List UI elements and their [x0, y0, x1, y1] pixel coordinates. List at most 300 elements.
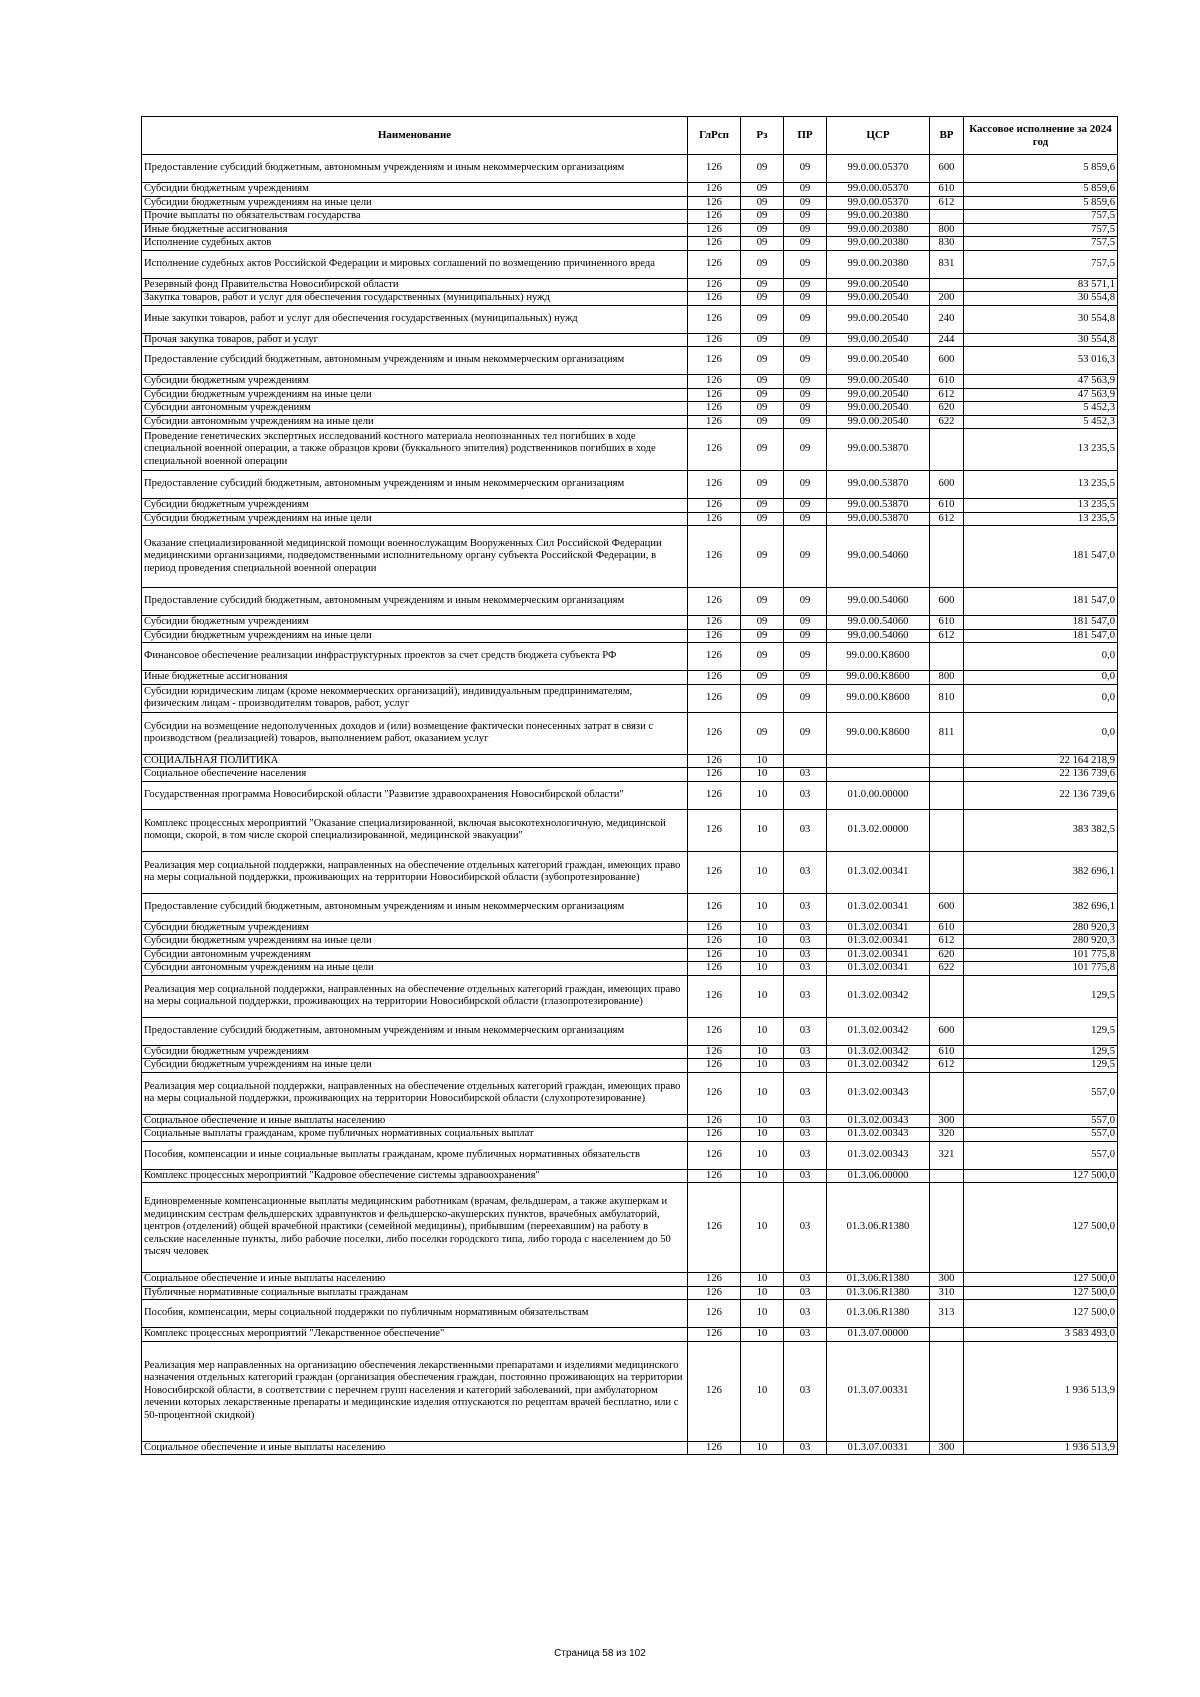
cell-name: Субсидии бюджетным учреждениям [142, 616, 688, 630]
cell-rz: 09 [741, 616, 784, 630]
cell-glrsp: 126 [688, 526, 741, 588]
cell-rz: 09 [741, 278, 784, 292]
table-row [142, 375, 1118, 389]
cell-name: Субсидии бюджетным учреждениям [142, 375, 688, 389]
table-row [142, 588, 1118, 616]
cell-csr: 99.0.00.20380 [827, 250, 930, 278]
cell-name: Социальное обеспечение и иные выплаты населению [142, 1273, 688, 1287]
cell-csr: 01.3.02.00341 [827, 893, 930, 921]
cell-csr: 99.0.00.20540 [827, 375, 930, 389]
cell-amount: 757,5 [964, 237, 1118, 251]
cell-csr: 01.3.02.00343 [827, 1072, 930, 1114]
cell-pr: 09 [784, 237, 827, 251]
cell-amount: 557,0 [964, 1141, 1118, 1169]
cell-csr: 01.3.02.00341 [827, 948, 930, 962]
cell-pr: 09 [784, 526, 827, 588]
cell-pr: 03 [784, 893, 827, 921]
cell-vr [930, 210, 964, 224]
cell-pr: 03 [784, 1128, 827, 1142]
cell-name: Реализация мер социальной поддержки, направленных на обеспечение отдельных категорий граждан, имеющих право на меры социальной поддержки, проживающих на территории Новосибирской области (слухопротезирование) [142, 1072, 688, 1114]
cell-csr: 99.0.00.54060 [827, 629, 930, 643]
cell-amount: 1 936 513,9 [964, 1441, 1118, 1455]
cell-amount: 5 452,3 [964, 402, 1118, 416]
table-row [142, 1300, 1118, 1328]
cell-glrsp: 126 [688, 768, 741, 782]
cell-rz: 10 [741, 921, 784, 935]
cell-glrsp: 126 [688, 948, 741, 962]
cell-glrsp: 126 [688, 893, 741, 921]
cell-name: Предоставление субсидий бюджетным, автономным учреждениям и иным некоммерческим организациям [142, 893, 688, 921]
cell-pr: 03 [784, 1045, 827, 1059]
cell-vr [930, 1072, 964, 1114]
cell-amount: 557,0 [964, 1072, 1118, 1114]
cell-rz: 09 [741, 512, 784, 526]
cell-rz: 09 [741, 375, 784, 389]
cell-vr: 620 [930, 402, 964, 416]
table-row [142, 278, 1118, 292]
cell-pr: 03 [784, 1286, 827, 1300]
cell-rz: 10 [741, 893, 784, 921]
cell-pr: 03 [784, 809, 827, 851]
cell-vr: 600 [930, 893, 964, 921]
cell-name: Пособия, компенсации, меры социальной поддержки по публичным нормативным обязательствам [142, 1300, 688, 1328]
cell-glrsp: 126 [688, 278, 741, 292]
cell-rz: 10 [741, 1169, 784, 1183]
cell-name: Социальное обеспечение и иные выплаты населению [142, 1441, 688, 1455]
cell-csr: 01.3.02.00341 [827, 935, 930, 949]
cell-csr: 99.0.00.05370 [827, 196, 930, 210]
cell-vr [930, 975, 964, 1017]
cell-name: Комплекс процессных мероприятий "Оказание специализированной, включая высокотехнологичную, медицинской помощи, скорой, в том числе скорой специализированной, медицинской эвакуации" [142, 809, 688, 851]
cell-amount: 181 547,0 [964, 616, 1118, 630]
cell-csr: 99.0.00.53870 [827, 512, 930, 526]
cell-glrsp: 126 [688, 292, 741, 306]
cell-vr: 600 [930, 155, 964, 183]
table-row [142, 1072, 1118, 1114]
table-row [142, 196, 1118, 210]
cell-pr: 03 [784, 781, 827, 809]
cell-csr: 99.0.00.K8600 [827, 712, 930, 754]
cell-pr: 09 [784, 429, 827, 471]
cell-rz: 10 [741, 1273, 784, 1287]
page-number: Страница 58 из 102 [554, 1648, 646, 1659]
cell-vr [930, 643, 964, 671]
cell-amount: 13 235,5 [964, 499, 1118, 513]
cell-pr: 09 [784, 499, 827, 513]
cell-amount: 127 500,0 [964, 1286, 1118, 1300]
table-row [142, 975, 1118, 1017]
cell-amount: 127 500,0 [964, 1273, 1118, 1287]
table-row [142, 1059, 1118, 1073]
cell-rz: 09 [741, 588, 784, 616]
cell-glrsp: 126 [688, 1300, 741, 1328]
table-row [142, 921, 1118, 935]
table-row [142, 643, 1118, 671]
cell-csr: 99.0.00.20380 [827, 223, 930, 237]
cell-pr: 09 [784, 471, 827, 499]
cell-name: Реализация мер направленных на организацию обеспечения лекарственными препаратами и изделиями медицинского назначения отдельных категорий граждан (организация обеспечения граждан, постоянно проживающих на территории Новосибирской области, в соответствии с перечнем групп населения и категорий заболеваний, при амбулаторном лечении которых лекарственные препараты и медицинские изделия отпускаются по рецептам врачей бесплатно, или с 50-процентной скидкой) [142, 1341, 688, 1441]
table-row [142, 333, 1118, 347]
cell-csr: 99.0.00.53870 [827, 471, 930, 499]
table-row [142, 250, 1118, 278]
cell-amount: 127 500,0 [964, 1183, 1118, 1273]
cell-vr: 610 [930, 921, 964, 935]
cell-csr: 99.0.00.54060 [827, 588, 930, 616]
table-row [142, 712, 1118, 754]
cell-pr: 09 [784, 375, 827, 389]
cell-csr: 99.0.00.20540 [827, 333, 930, 347]
cell-csr: 01.3.02.00343 [827, 1114, 930, 1128]
cell-pr: 03 [784, 975, 827, 1017]
cell-amount: 53 016,3 [964, 347, 1118, 375]
cell-rz: 09 [741, 526, 784, 588]
cell-csr: 01.3.02.00343 [827, 1141, 930, 1169]
table-row [142, 1286, 1118, 1300]
cell-amount: 101 775,8 [964, 962, 1118, 976]
table-row [142, 893, 1118, 921]
cell-name: Субсидии автономным учреждениям [142, 402, 688, 416]
cell-rz: 09 [741, 429, 784, 471]
cell-vr: 313 [930, 1300, 964, 1328]
header-pr: ПР [784, 117, 827, 155]
cell-amount: 181 547,0 [964, 526, 1118, 588]
cell-pr: 03 [784, 1273, 827, 1287]
cell-rz: 10 [741, 1017, 784, 1045]
header-name: Наименование [142, 117, 688, 155]
cell-glrsp: 126 [688, 1441, 741, 1455]
cell-vr: 811 [930, 712, 964, 754]
cell-glrsp: 126 [688, 1273, 741, 1287]
cell-pr: 09 [784, 415, 827, 429]
cell-csr: 99.0.00.20540 [827, 415, 930, 429]
cell-glrsp: 126 [688, 809, 741, 851]
cell-vr: 830 [930, 237, 964, 251]
table-row [142, 809, 1118, 851]
table-row [142, 347, 1118, 375]
cell-csr: 01.3.06.R1380 [827, 1183, 930, 1273]
cell-amount: 757,5 [964, 210, 1118, 224]
cell-vr: 200 [930, 292, 964, 306]
cell-amount: 0,0 [964, 671, 1118, 685]
table-row [142, 210, 1118, 224]
cell-glrsp: 126 [688, 851, 741, 893]
cell-rz: 09 [741, 499, 784, 513]
cell-pr: 09 [784, 616, 827, 630]
cell-pr: 09 [784, 402, 827, 416]
cell-glrsp: 126 [688, 305, 741, 333]
cell-csr: 99.0.00.K8600 [827, 643, 930, 671]
cell-csr: 01.3.02.00343 [827, 1128, 930, 1142]
table-row [142, 1441, 1118, 1455]
cell-csr: 99.0.00.53870 [827, 429, 930, 471]
cell-vr: 600 [930, 588, 964, 616]
cell-rz: 09 [741, 237, 784, 251]
cell-amount: 22 136 739,6 [964, 781, 1118, 809]
cell-pr: 09 [784, 588, 827, 616]
cell-vr: 800 [930, 671, 964, 685]
cell-pr: 03 [784, 1300, 827, 1328]
cell-csr: 99.0.00.20540 [827, 305, 930, 333]
cell-name: Субсидии юридическим лицам (кроме некоммерческих организаций), индивидуальным предпринимателям, физическим лицам - производителям товаров, работ, услуг [142, 684, 688, 712]
cell-name: Социальное обеспечение и иные выплаты населению [142, 1114, 688, 1128]
cell-glrsp: 126 [688, 1128, 741, 1142]
cell-glrsp: 126 [688, 1341, 741, 1441]
cell-glrsp: 126 [688, 1059, 741, 1073]
cell-rz: 10 [741, 1441, 784, 1455]
cell-vr: 320 [930, 1128, 964, 1142]
cell-name: Субсидии автономным учреждениям на иные цели [142, 415, 688, 429]
cell-pr: 03 [784, 1059, 827, 1073]
cell-amount: 13 235,5 [964, 429, 1118, 471]
cell-glrsp: 126 [688, 935, 741, 949]
cell-glrsp: 126 [688, 388, 741, 402]
cell-vr [930, 1169, 964, 1183]
cell-vr: 612 [930, 935, 964, 949]
cell-name: Комплекс процессных мероприятий "Лекарственное обеспечение" [142, 1328, 688, 1342]
cell-csr: 01.3.02.00000 [827, 809, 930, 851]
cell-rz: 10 [741, 1286, 784, 1300]
cell-rz: 09 [741, 210, 784, 224]
cell-vr [930, 1183, 964, 1273]
cell-vr: 810 [930, 684, 964, 712]
cell-vr: 240 [930, 305, 964, 333]
cell-pr: 03 [784, 935, 827, 949]
cell-pr: 09 [784, 292, 827, 306]
cell-glrsp: 126 [688, 754, 741, 768]
cell-rz: 10 [741, 1128, 784, 1142]
cell-rz: 10 [741, 962, 784, 976]
cell-pr: 03 [784, 1183, 827, 1273]
cell-name: Социальное обеспечение населения [142, 768, 688, 782]
table-row [142, 499, 1118, 513]
cell-vr: 610 [930, 499, 964, 513]
cell-csr [827, 768, 930, 782]
cell-csr: 01.3.02.00341 [827, 851, 930, 893]
cell-csr: 99.0.00.20380 [827, 210, 930, 224]
cell-csr: 01.3.02.00341 [827, 962, 930, 976]
cell-name: Субсидии бюджетным учреждениям на иные цели [142, 629, 688, 643]
cell-rz: 10 [741, 1072, 784, 1114]
cell-amount: 0,0 [964, 684, 1118, 712]
cell-pr: 09 [784, 347, 827, 375]
cell-glrsp: 126 [688, 237, 741, 251]
cell-vr: 300 [930, 1273, 964, 1287]
cell-amount: 1 936 513,9 [964, 1341, 1118, 1441]
cell-name: Иные закупки товаров, работ и услуг для обеспечения государственных (муниципальных) нужд [142, 305, 688, 333]
cell-name: Предоставление субсидий бюджетным, автономным учреждениям и иным некоммерческим организациям [142, 347, 688, 375]
table-row [142, 1141, 1118, 1169]
cell-csr: 01.0.00.00000 [827, 781, 930, 809]
cell-csr: 01.3.06.R1380 [827, 1300, 930, 1328]
cell-name: Субсидии на возмещение недополученных доходов и (или) возмещение фактически понесенных затрат в связи с производством (реализацией) товаров, выполнением работ, оказанием услуг [142, 712, 688, 754]
cell-rz: 10 [741, 1183, 784, 1273]
cell-vr: 321 [930, 1141, 964, 1169]
cell-vr: 612 [930, 629, 964, 643]
cell-rz: 10 [741, 1328, 784, 1342]
cell-name: Субсидии бюджетным учреждениям [142, 183, 688, 197]
cell-glrsp: 126 [688, 1183, 741, 1273]
cell-pr: 03 [784, 1341, 827, 1441]
cell-vr: 831 [930, 250, 964, 278]
cell-pr: 03 [784, 1072, 827, 1114]
cell-rz: 10 [741, 851, 784, 893]
cell-rz: 10 [741, 1341, 784, 1441]
table-row [142, 1328, 1118, 1342]
cell-csr: 01.3.06.R1380 [827, 1286, 930, 1300]
table-row [142, 237, 1118, 251]
cell-name: Субсидии бюджетным учреждениям [142, 1045, 688, 1059]
cell-glrsp: 126 [688, 196, 741, 210]
cell-name: Оказание специализированной медицинской помощи военнослужащим Вооруженных Сил Российской Федерации медицинскими организациями, подведомственными исполнительному органу субъекта Российской Федерации, в период проведения специальной военной операции [142, 526, 688, 588]
cell-name: Реализация мер социальной поддержки, направленных на обеспечение отдельных категорий граждан, имеющих право на меры социальной поддержки, проживающих на территории Новосибирской области (глазопротезирование) [142, 975, 688, 1017]
table-row [142, 292, 1118, 306]
cell-name: Государственная программа Новосибирской области "Развитие здравоохранения Новосибирской области" [142, 781, 688, 809]
cell-csr: 01.3.02.00342 [827, 1045, 930, 1059]
table-row [142, 1045, 1118, 1059]
cell-csr: 99.0.00.20380 [827, 237, 930, 251]
cell-name: Субсидии бюджетным учреждениям [142, 499, 688, 513]
cell-name: Субсидии бюджетным учреждениям на иные цели [142, 1059, 688, 1073]
cell-csr: 99.0.00.20540 [827, 292, 930, 306]
cell-csr: 01.3.07.00000 [827, 1328, 930, 1342]
cell-rz: 10 [741, 1300, 784, 1328]
table-row [142, 1273, 1118, 1287]
table-row [142, 155, 1118, 183]
cell-name: Субсидии автономным учреждениям [142, 948, 688, 962]
cell-csr: 99.0.00.54060 [827, 526, 930, 588]
cell-name: Исполнение судебных актов [142, 237, 688, 251]
cell-rz: 09 [741, 415, 784, 429]
cell-amount: 129,5 [964, 1045, 1118, 1059]
cell-vr: 610 [930, 183, 964, 197]
cell-glrsp: 126 [688, 781, 741, 809]
table-row [142, 1128, 1118, 1142]
cell-rz: 09 [741, 292, 784, 306]
cell-glrsp: 126 [688, 1169, 741, 1183]
table-body [142, 155, 1118, 1455]
cell-vr: 244 [930, 333, 964, 347]
cell-rz: 09 [741, 223, 784, 237]
cell-glrsp: 126 [688, 1114, 741, 1128]
table-row [142, 935, 1118, 949]
cell-amount: 5 452,3 [964, 415, 1118, 429]
cell-vr: 620 [930, 948, 964, 962]
cell-csr: 01.3.06.00000 [827, 1169, 930, 1183]
cell-name: СОЦИАЛЬНАЯ ПОЛИТИКА [142, 754, 688, 768]
cell-vr: 612 [930, 196, 964, 210]
table-row [142, 1169, 1118, 1183]
cell-name: Публичные нормативные социальные выплаты гражданам [142, 1286, 688, 1300]
cell-csr: 01.3.07.00331 [827, 1341, 930, 1441]
cell-pr: 09 [784, 333, 827, 347]
cell-csr: 01.3.07.00331 [827, 1441, 930, 1455]
cell-glrsp: 126 [688, 402, 741, 416]
cell-csr: 99.0.00.53870 [827, 499, 930, 513]
cell-amount: 129,5 [964, 1059, 1118, 1073]
table-row [142, 402, 1118, 416]
cell-pr: 03 [784, 1169, 827, 1183]
cell-rz: 09 [741, 471, 784, 499]
cell-pr: 09 [784, 684, 827, 712]
budget-table [141, 116, 1118, 1455]
cell-name: Субсидии автономным учреждениям на иные цели [142, 962, 688, 976]
cell-vr [930, 809, 964, 851]
cell-vr [930, 278, 964, 292]
table-row [142, 223, 1118, 237]
header-amount: Кассовое исполнение за 2024 год [964, 117, 1118, 155]
table-row [142, 671, 1118, 685]
cell-name: Резервный фонд Правительства Новосибирской области [142, 278, 688, 292]
cell-vr: 600 [930, 1017, 964, 1045]
cell-amount: 129,5 [964, 1017, 1118, 1045]
cell-rz: 10 [741, 781, 784, 809]
cell-amount: 5 859,6 [964, 196, 1118, 210]
cell-amount: 280 920,3 [964, 935, 1118, 949]
cell-pr: 09 [784, 196, 827, 210]
cell-amount: 30 554,8 [964, 305, 1118, 333]
cell-rz: 10 [741, 1045, 784, 1059]
table-row [142, 1017, 1118, 1045]
cell-rz: 09 [741, 402, 784, 416]
header-rz: Рз [741, 117, 784, 155]
cell-name: Предоставление субсидий бюджетным, автономным учреждениям и иным некоммерческим организациям [142, 155, 688, 183]
cell-glrsp: 126 [688, 671, 741, 685]
cell-pr: 03 [784, 1328, 827, 1342]
cell-rz: 09 [741, 712, 784, 754]
cell-pr: 09 [784, 305, 827, 333]
cell-pr: 03 [784, 962, 827, 976]
table-header-row [142, 117, 1118, 155]
cell-vr: 300 [930, 1441, 964, 1455]
cell-amount: 757,5 [964, 223, 1118, 237]
cell-name: Финансовое обеспечение реализации инфраструктурных проектов за счет средств бюджета субъекта РФ [142, 643, 688, 671]
cell-vr: 612 [930, 1059, 964, 1073]
cell-amount: 383 382,5 [964, 809, 1118, 851]
table-row [142, 1183, 1118, 1273]
cell-glrsp: 126 [688, 1045, 741, 1059]
cell-glrsp: 126 [688, 347, 741, 375]
table-row [142, 962, 1118, 976]
cell-glrsp: 126 [688, 684, 741, 712]
cell-vr: 600 [930, 471, 964, 499]
cell-name: Исполнение судебных актов Российской Федерации и мировых соглашений по возмещению причиненного вреда [142, 250, 688, 278]
table-row [142, 415, 1118, 429]
cell-rz: 10 [741, 809, 784, 851]
cell-name: Предоставление субсидий бюджетным, автономным учреждениям и иным некоммерческим организациям [142, 588, 688, 616]
cell-rz: 09 [741, 629, 784, 643]
cell-csr: 99.0.00.K8600 [827, 684, 930, 712]
cell-glrsp: 126 [688, 588, 741, 616]
header-vr: ВР [930, 117, 964, 155]
cell-csr: 01.3.02.00342 [827, 1059, 930, 1073]
cell-vr: 610 [930, 1045, 964, 1059]
cell-rz: 09 [741, 196, 784, 210]
cell-pr: 03 [784, 1441, 827, 1455]
cell-vr: 310 [930, 1286, 964, 1300]
cell-name: Пособия, компенсации и иные социальные выплаты гражданам, кроме публичных нормативных обязательств [142, 1141, 688, 1169]
cell-pr: 09 [784, 671, 827, 685]
cell-amount: 0,0 [964, 643, 1118, 671]
cell-glrsp: 126 [688, 616, 741, 630]
cell-glrsp: 126 [688, 962, 741, 976]
cell-vr [930, 429, 964, 471]
table-row [142, 1114, 1118, 1128]
cell-name: Субсидии бюджетным учреждениям на иные цели [142, 388, 688, 402]
cell-pr: 03 [784, 768, 827, 782]
cell-glrsp: 126 [688, 921, 741, 935]
cell-glrsp: 126 [688, 333, 741, 347]
table-row [142, 471, 1118, 499]
